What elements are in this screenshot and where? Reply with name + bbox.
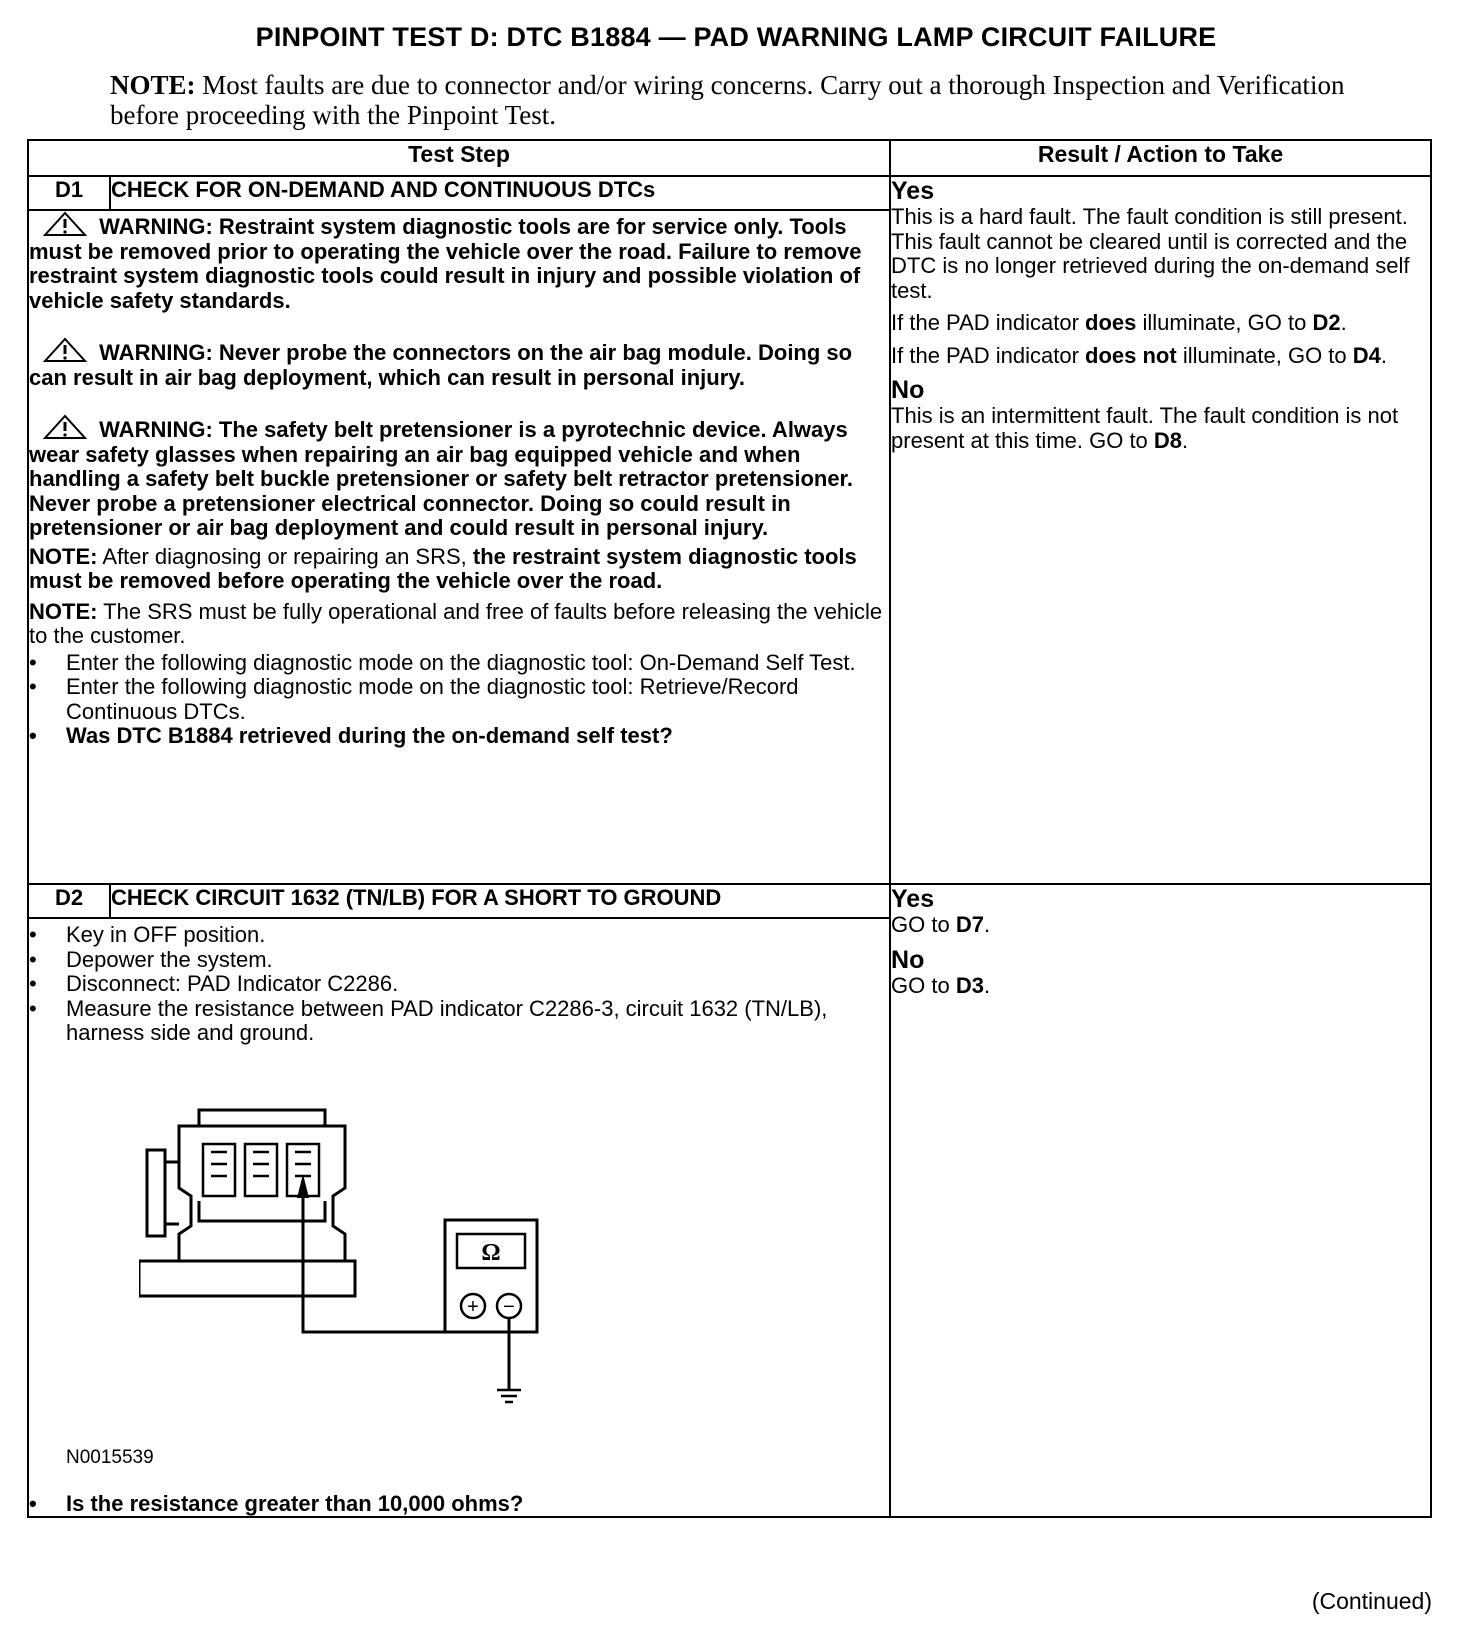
minus-sign: − xyxy=(503,1295,515,1318)
warning-triangle-icon xyxy=(41,211,93,237)
d1-warning-1: WARNING: Restraint system diagnostic tools are for service only. Tools must be removed prior to operating the vehicle over the road. Failure to remove restraint system diagnostic tools could result in injury and possible violation of vehicle safety standards. xyxy=(29,211,889,313)
d1-no-text: This is an intermittent fault. The fault condition is not present at this time. GO to D8. xyxy=(891,403,1399,453)
warning-triangle-icon xyxy=(41,414,93,440)
d1-warning-3: WARNING: The safety belt pretensioner is a pyrotechnic device. Always wear safety glasses when repairing an air bag equipped vehicle and when handling a safety belt buckle pretensioner or safety belt retractor pretensioner. Never probe a pretensioner electrical connector. Doing so could result in pretensioner or air bag deployment and could result in personal injury. xyxy=(29,414,889,541)
step-d2-title: CHECK CIRCUIT 1632 (TN/LB) FOR A SHORT TO GROUND xyxy=(110,884,890,918)
intro-note-label: NOTE: xyxy=(110,70,196,100)
d2-bullet-1: • Key in OFF position. xyxy=(29,923,889,948)
d1-yes-text: This is a hard fault. The fault condition is still present. This fault cannot be cleared until is corrected and the DTC is no longer retrieved during the on-demand self test. xyxy=(891,204,1410,303)
step-d1-title-row xyxy=(28,176,1431,210)
d2-yes-text: GO to D7. xyxy=(891,912,991,937)
intro-note xyxy=(110,70,1370,130)
page-title: PINPOINT TEST D: DTC B1884 — PAD WARNING LAMP CIRCUIT FAILURE xyxy=(255,22,1217,52)
plus-sign: + xyxy=(467,1295,479,1318)
connector-outline xyxy=(139,1110,355,1296)
step-d2-result xyxy=(890,884,1431,1517)
d2-no-label: No xyxy=(891,945,925,974)
connector-diagram-svg xyxy=(139,1086,659,1416)
step-d2-title-row xyxy=(28,884,1431,918)
d1-bullet-2: • Enter the following diagnostic mode on the diagnostic tool: Retrieve/Record Continuous DTCs. xyxy=(29,675,889,724)
d1-yes-if-does: If the PAD indicator does illuminate, GO to D2. xyxy=(891,310,1347,335)
connector-ohmmeter-diagram xyxy=(29,1046,889,1486)
d2-yes-label: Yes xyxy=(891,885,935,913)
col-header-result: Result / Action to Take xyxy=(890,140,1431,176)
continued-label: (Continued) xyxy=(1311,1588,1432,1614)
d1-warning-2: WARNING: Never probe the connectors on the air bag module. Doing so can result in air bag deployment, which can result in personal injury. xyxy=(29,337,889,390)
step-d1-body xyxy=(28,210,890,884)
step-d1-title: CHECK FOR ON-DEMAND AND CONTINUOUS DTCs xyxy=(110,176,890,210)
d1-yes-label: Yes xyxy=(891,177,935,205)
d2-no-text: GO to D3. xyxy=(891,972,991,998)
step-d1-result xyxy=(890,176,1431,884)
ohm-symbol: Ω xyxy=(481,1239,501,1266)
figure-id: N0015539 xyxy=(66,1446,154,1468)
d1-yes-if-does-not: If the PAD indicator does not illuminate, GO to D4. xyxy=(891,342,1388,368)
step-d2-body xyxy=(28,918,890,1517)
ohmmeter-body xyxy=(445,1220,537,1332)
d1-question: • Was DTC B1884 retrieved during the on-demand self test? xyxy=(29,724,889,749)
d1-bullet-1: • Enter the following diagnostic mode on the diagnostic tool: On-Demand Self Test. xyxy=(29,651,889,676)
d1-no-label: No xyxy=(891,376,925,404)
warning-triangle-icon xyxy=(41,337,93,363)
d1-note-2: NOTE: The SRS must be fully operational and free of faults before releasing the vehicle to the customer. xyxy=(29,598,883,648)
d2-question: • Is the resistance greater than 10,000 ohms? xyxy=(29,1492,889,1517)
pinpoint-test-table xyxy=(27,139,1432,1518)
table-header-row xyxy=(28,140,1431,176)
d2-bullet-3: • Disconnect: PAD Indicator C2286. xyxy=(29,972,889,997)
d2-bullet-2: • Depower the system. xyxy=(29,948,889,973)
d1-note-1: NOTE: After diagnosing or repairing an SRS, the restraint system diagnostic tools must be removed before operating the vehicle over the road. xyxy=(29,543,857,593)
step-d1-id: D1 xyxy=(28,176,110,210)
intro-note-text: Most faults are due to connector and/or wiring concerns. Carry out a thorough Inspection and Verification before proceeding with the Pinpoint Test. xyxy=(110,70,1345,130)
d2-bullet-4: • Measure the resistance between PAD indicator C2286-3, circuit 1632 (TN/LB), harness side and ground. xyxy=(29,997,889,1046)
ground-symbol xyxy=(497,1390,521,1402)
step-d2-id: D2 xyxy=(28,884,110,918)
col-header-test-step: Test Step xyxy=(28,140,890,176)
